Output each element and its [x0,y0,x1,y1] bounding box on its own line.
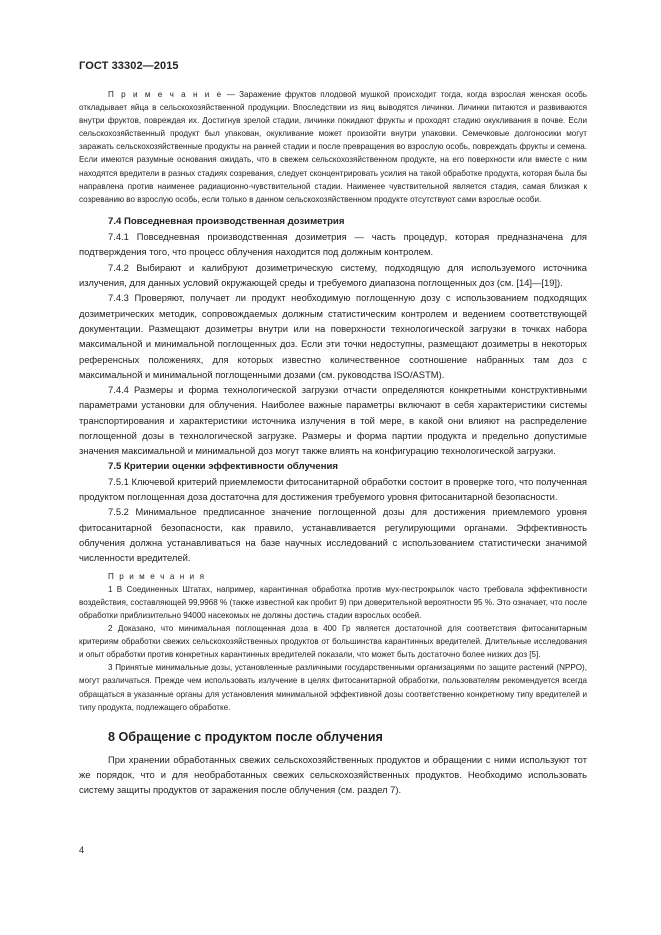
para-7-4-4: 7.4.4 Размеры и форма технологической загрузки отчасти определяются конкретными конструктивными параметрами установки для облучения. Наиболее важные параметры включают в себя характеристики системы транспортирования и характеристики источника излучения в той мере, в какой они влияют на распределение поглощенной дозы в технологической загрузке. Размеры и форма партии продукта и предельно допустимые значения максимальной и минимальной доз могут также влиять на конфигурацию технологической загрузки. [79,384,587,457]
standard-header: ГОСТ 33302—2015 [79,60,179,72]
note-1: 1 В Соединенных Штатах, например, карантинная обработка против мух-пестрокрылок часто требовала эффективности воздействия, составляющей 99,9968 % (также известной как пробит 9) при доверительной вероятности 95 %. Это означает, что после обработки приблизительно 94000 насекомых не должны достичь стадии взрослых особей. [79,584,587,620]
page-content [79,88,587,798]
para-8: При хранении обработанных свежих сельскохозяйственных продуктов и обращении с ними используют тот же порядок, что и для необработанных свежих сельскохозяйственных продуктов. Необходимо использовать систему защиты продуктов от заражения после облучения (см. раздел 7). [79,753,587,796]
para-7-4-1: 7.4.1 Повседневная производственная дозиметрия — часть процедур, которая предназначена для подтверждения того, что процесс облучения находится под должным контролем. [79,231,587,258]
intro-note-label: П р и м е ч а н и е [108,90,223,99]
para-7-5-2: 7.5.2 Минимальное предписанное значение поглощенной дозы для достижения приемлемого уровня фитосанитарной безопасности, как правило, устанавливается регулирующими органами. Эффективность облучения должна устанавливаться на базе научных исследований с использованием статистически значимой численности вредителей. [79,506,587,564]
heading-8: 8 Обращение с продуктом после облучения [108,729,383,744]
note-3: 3 Принятые минимальные дозы, установленные различными государственными организациями по защите растений (NPPO), могут различаться. Прежде чем использовать излучение в целях фитосанитарной обработки, пользователям рекомендуется всегда обращаться в указанные органы для установления минимальной эффективной дозы соответственно конкретному типу вредителей и типу продукта, подлежащего обработке. [79,663,587,712]
para-7-4-3: 7.4.3 Проверяют, получает ли продукт необходимую поглощенную дозу с использованием подходящих дозиметрических методик, сопровождаемых должным статистическим контролем и ведением соответствующей документации. Размещают дозиметры внутри или на поверхности технологической загрузки в точках набора максимальной и минимальной поглощенных доз. Если эти точки недоступны, размещают дозиметры в некоторых референсных положениях, для которых известно количественное соотношение набранных там доз с максимальной и минимальной поглощенными дозами (см. руководства ISO/ASTM). [79,292,587,380]
notes-label [79,570,587,583]
para-7-4-2: 7.4.2 Выбирают и калибруют дозиметрическую систему, подходящую для используемого источника излучения, для данных условий окружающей среды и требуемого диапазона поглощенных доз (см. [14]—[19]). [79,261,587,289]
intro-note [79,88,587,206]
notes-label-text: П р и м е ч а н и я [108,571,206,581]
intro-note-text: — Заражение фруктов плодовой мушкой происходит тогда, когда взрослая женская особь откладывает яйца в сельскохозяйственной продукции. Впоследствии из яиц выводятся личинки. Личинки питаются и развиваются внутри фруктов, повреждая их. Достигнув зрелой стадии, личинки покидают фрукты и проходят стадию окукливания в почве. Если сельскохозяйственный продукт был упакован, окукливание может произойти внутри упаковки. Семечковые долгоносики могут заражать сельскохозяйственные продукты на ранней стадии и после превращения во взрослую особь, повреждать фрукты и семена. Если имеются разумные основания ожидать, что в свежем сельскохозяйственном продукте, на его поверхности или вместе с ним находятся вредители в разных стадиях созревания, следует сконцентрировать усилия на такой обработке продукта, которая была бы направлена против наименее радиационно-чувствительной стадии. Наименее чувствительной является стадия, самая близкая к созреванию во взрослую особь, если только в данном сельскохозяйственном продукте отсутствуют сами взрослые особи. [79,90,587,204]
heading-7-5: 7.5 Критерии оценки эффективности облучения [108,460,338,472]
page-number: 4 [79,845,85,855]
note-2: 2 Доказано, что минимальная поглощенная доза в 400 Гр является достаточной для соответствия фитосанитарным критериям обработки свежих сельскохозяйственных продуктов от большинства карантинных вредителей. Длительные исследования и опыт обработки против конкретных карантинных вредителей показали, что может быть достаточно более низких доз [5]. [79,624,587,660]
heading-7-4: 7.4 Повседневная производственная дозиметрия [108,215,345,227]
para-7-5-1: 7.5.1 Ключевой критерий приемлемости фитосанитарной обработки состоит в проверке того, что полученная продуктом поглощенная доза достаточна для достижения требуемого уровня фитосанитарной безопасности. [79,475,587,503]
